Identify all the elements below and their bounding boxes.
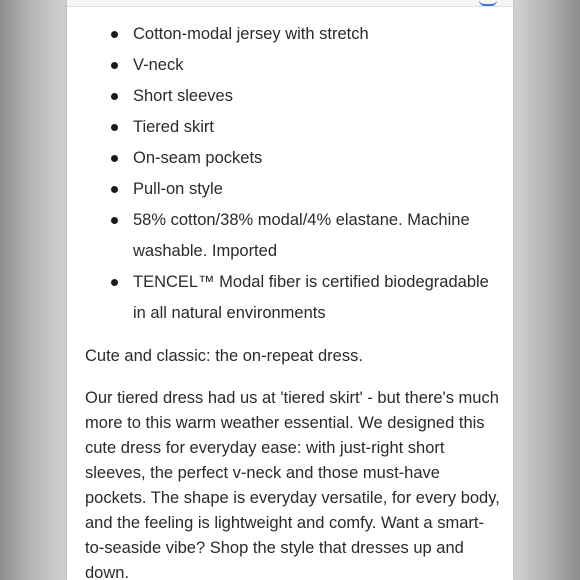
logo-mark-icon xyxy=(479,0,497,6)
bullet-icon xyxy=(111,93,118,100)
feature-text: On-seam pockets xyxy=(133,149,263,167)
feature-item xyxy=(67,174,513,205)
bullet-icon xyxy=(111,31,118,38)
feature-item xyxy=(67,112,513,143)
feature-item xyxy=(67,143,513,174)
bullet-icon xyxy=(111,186,118,193)
feature-item xyxy=(67,267,513,329)
bullet-icon xyxy=(111,124,118,131)
tagline: Cute and classic: the on-repeat dress. xyxy=(85,347,363,365)
product-description-card xyxy=(67,0,513,580)
feature-item xyxy=(67,50,513,81)
feature-text: Cotton-modal jersey with stretch xyxy=(133,25,369,43)
feature-text: V-neck xyxy=(133,56,184,74)
feature-text: Pull-on style xyxy=(133,180,223,198)
bullet-icon xyxy=(111,279,118,286)
bullet-icon xyxy=(111,62,118,69)
feature-item xyxy=(67,81,513,112)
feature-text: Short sleeves xyxy=(133,87,233,105)
feature-text: 58% cotton/38% modal/4% elastane. Machine washable. Imported xyxy=(133,211,470,260)
bullet-icon xyxy=(111,217,118,224)
feature-text: Tiered skirt xyxy=(133,118,214,136)
top-strip xyxy=(67,0,513,7)
feature-item xyxy=(67,19,513,50)
feature-item xyxy=(67,205,513,267)
description-paragraph: Our tiered dress had us at 'tiered skirt' - but there's much more to this warm weather essential. We designed this cute dress for everyday ease: with just-right short sleeves, the perfect v-neck and those must-have pockets. The shape is everyday versatile, for every body, and the feeling is lightweight and comfy. Want a smart-to-seaside vibe? Shop the style that dresses up and down. xyxy=(85,389,500,580)
bullet-icon xyxy=(111,155,118,162)
feature-text: TENCEL™ Modal fiber is certified biodegradable in all natural environments xyxy=(133,273,489,322)
feature-list xyxy=(67,19,513,329)
